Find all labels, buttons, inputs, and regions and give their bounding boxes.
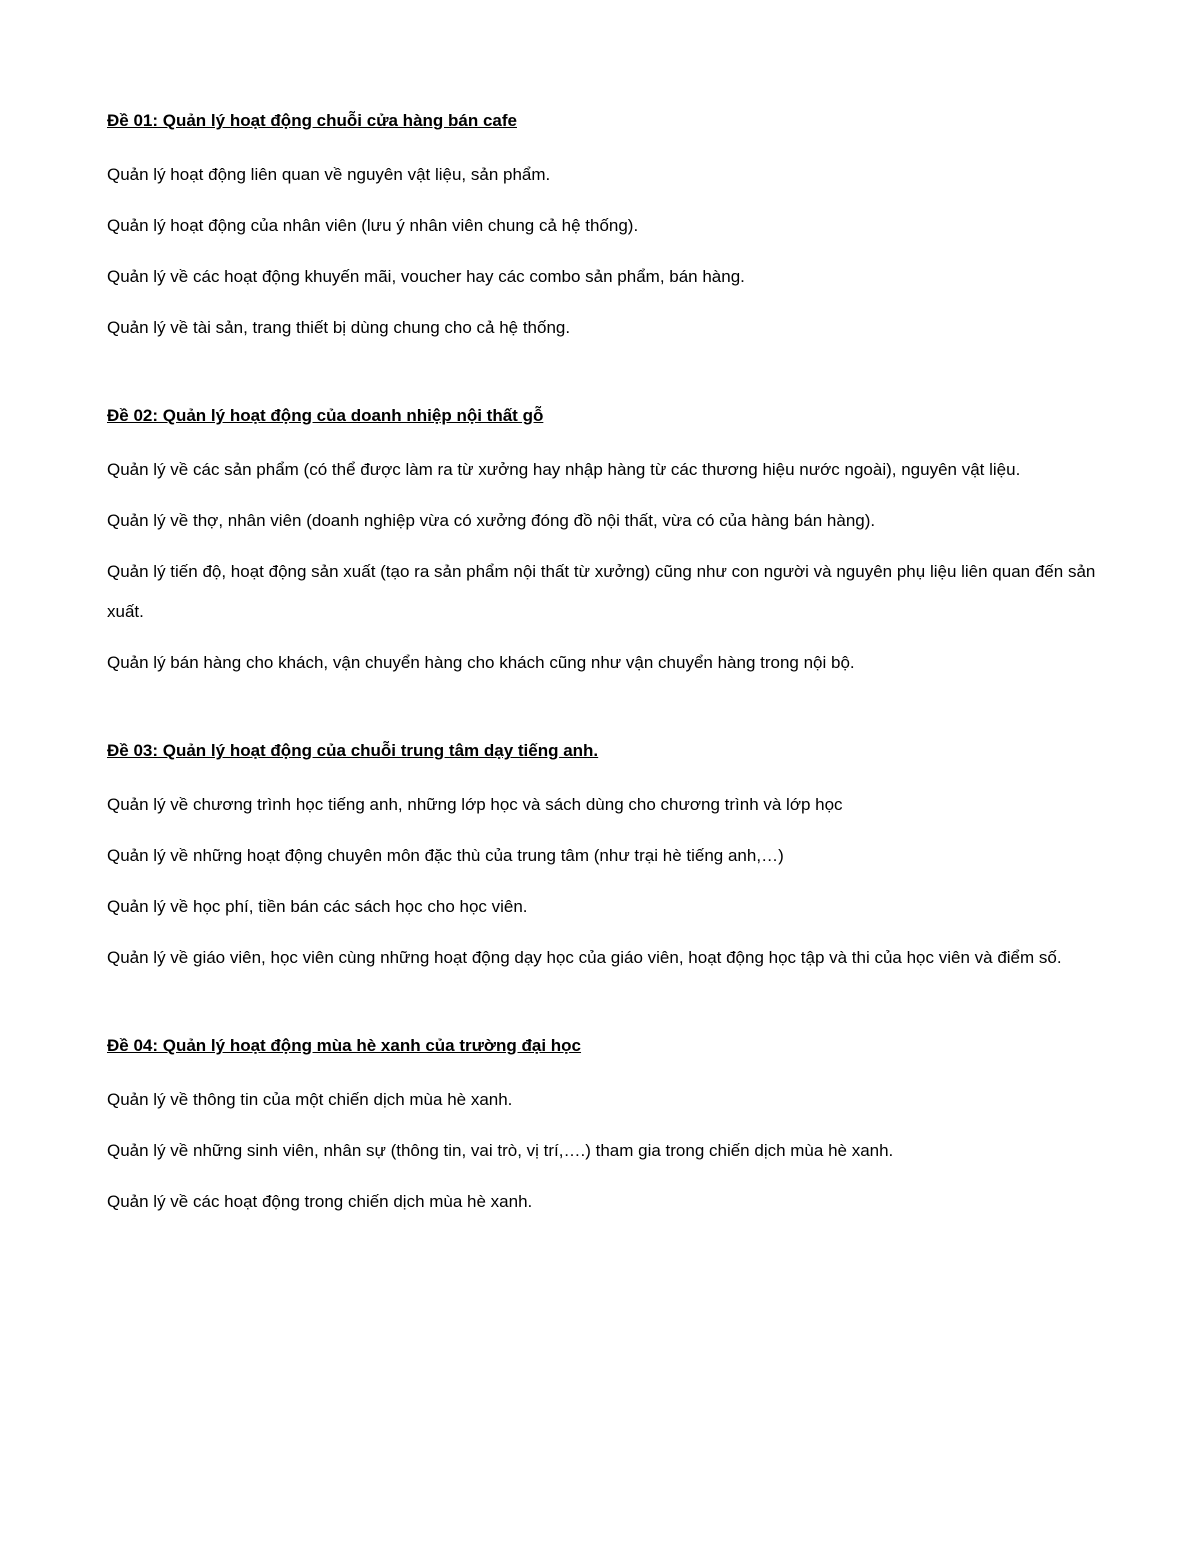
section-item: Quản lý về thợ, nhân viên (doanh nghiệp vừa có xưởng đóng đồ nội thất, vừa có của hàng bán hàng).	[107, 511, 876, 530]
section-de-04	[107, 1029, 1097, 1222]
section-de-03	[107, 734, 1097, 978]
section-heading: Đề 03: Quản lý hoạt động của chuỗi trung tâm dạy tiếng anh.	[107, 741, 599, 760]
section-item: Quản lý về các hoạt động trong chiến dịch mùa hè xanh.	[107, 1192, 533, 1211]
section-item: Quản lý về học phí, tiền bán các sách học cho học viên.	[107, 897, 528, 916]
section-item: Quản lý tiến độ, hoạt động sản xuất (tạo ra sản phẩm nội thất từ xưởng) cũng như con người và nguyên phụ liệu liên quan đến sản xuất.	[107, 562, 1096, 621]
section-item: Quản lý về những sinh viên, nhân sự (thông tin, vai trò, vị trí,….) tham gia trong chiến dịch mùa hè xanh.	[107, 1141, 894, 1160]
section-heading: Đề 02: Quản lý hoạt động của doanh nhiệp nội thất gỗ	[107, 406, 544, 425]
section-item: Quản lý hoạt động liên quan về nguyên vật liệu, sản phẩm.	[107, 165, 551, 184]
section-item: Quản lý bán hàng cho khách, vận chuyển hàng cho khách cũng như vận chuyển hàng trong nội bộ.	[107, 653, 855, 672]
section-item: Quản lý về các sản phẩm (có thể được làm ra từ xưởng hay nhập hàng từ các thương hiệu nước ngoài), nguyên vật liệu.	[107, 460, 1021, 479]
section-item: Quản lý hoạt động của nhân viên (lưu ý nhân viên chung cả hệ thống).	[107, 216, 639, 235]
document-page	[107, 104, 1097, 1222]
section-de-01	[107, 104, 1097, 348]
section-de-02	[107, 399, 1097, 683]
section-heading: Đề 04: Quản lý hoạt động mùa hè xanh của trường đại học	[107, 1036, 582, 1055]
section-heading: Đề 01: Quản lý hoạt động chuỗi cửa hàng bán cafe	[107, 111, 517, 130]
section-item: Quản lý về các hoạt động khuyến mãi, voucher hay các combo sản phẩm, bán hàng.	[107, 267, 745, 286]
section-item: Quản lý về chương trình học tiếng anh, những lớp học và sách dùng cho chương trình và lớp học	[107, 795, 843, 814]
section-item: Quản lý về những hoạt động chuyên môn đặc thù của trung tâm (như trại hè tiếng anh,…)	[107, 846, 784, 865]
section-item: Quản lý về tài sản, trang thiết bị dùng chung cho cả hệ thống.	[107, 318, 571, 337]
section-item: Quản lý về thông tin của một chiến dịch mùa hè xanh.	[107, 1090, 513, 1109]
section-item: Quản lý về giáo viên, học viên cùng những hoạt động dạy học của giáo viên, hoạt động học tập và thi của học viên và điểm số.	[107, 948, 1062, 967]
